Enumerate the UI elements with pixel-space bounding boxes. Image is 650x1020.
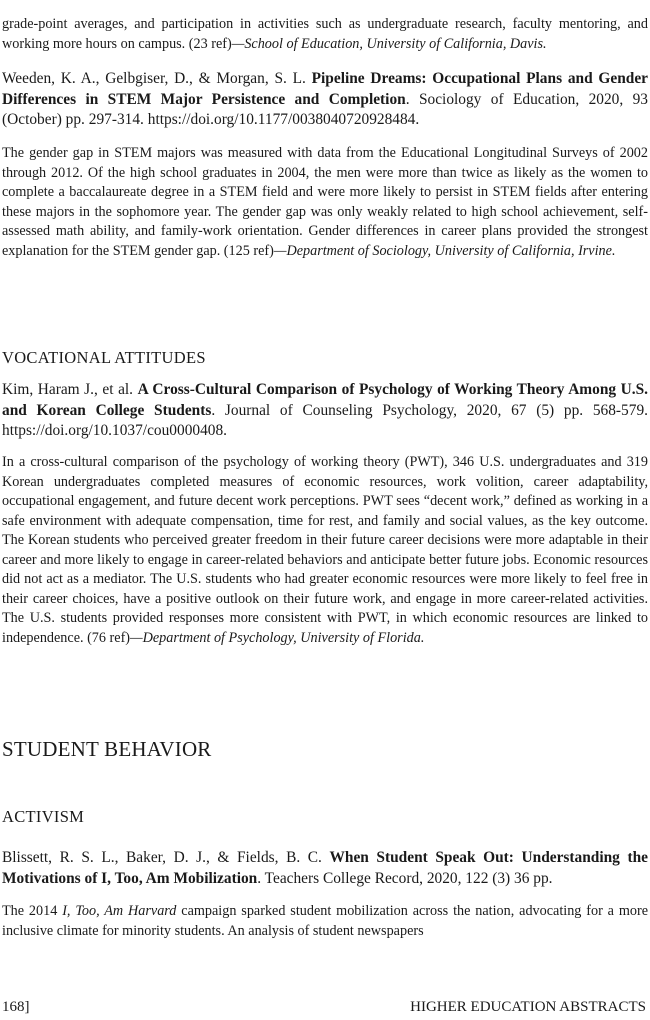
abstract-text: grade-point averages, and participation in activities such as undergraduate research, faculty mentoring, and working more hours on campus. (23 ref) [2, 16, 648, 52]
citation-authors: Kim, Haram J., et al. [2, 381, 134, 398]
citation-authors: Blissett, R. S. L., Baker, D. J., & Fields, B. C. [2, 849, 322, 866]
citation-title: A Cross-Cultural Comparison of Psychology of Working Theory Among U.S. and Korean College Students [2, 381, 648, 419]
citation-title: Pipeline Dreams: Occupational Plans and Gender Differences in STEM Major Persistence and Completion [2, 70, 648, 108]
page-number: 168] [2, 999, 30, 1015]
abstract-blissett [2, 902, 648, 941]
citation-title: When Student Speak Out: Understanding the Motivations of I, Too, Am Mobilization [2, 849, 648, 887]
abstract-text: In a cross-cultural comparison of the psychology of working theory (PWT), 346 U.S. undergraduates and 319 Korean undergraduates completed measures of economic resources, work volition, career adaptability, occupational engagement, and future decent work perceptions. PWT sees “decent work,” defined as working in a safe environment with adequate compensation, time for rest, and family and social values, as the key outcome. The Korean students who perceived greater freedom in their future career decisions were more adaptable in their career and more likely to engage in career-related behaviors and anticipate better future jobs. Economic resources did not act as a mediator. The U.S. students who had greater economic resources were more likely to feel free in their career choices, have a positive outlook on their future work, and engage in more career-related activities. The U.S. students provided responses more consistent with PWT, in which economic resources are linked to independence. (76 ref) [2, 454, 648, 646]
running-footer-journal: HIGHER EDUCATION ABSTRACTS [410, 999, 646, 1015]
abstract-text: The gender gap in STEM majors was measured with data from the Educational Longitudinal Surveys of 2002 through 2012. Of the high school graduates in 2004, the men were more than twice as likely as the women to complete a baccalaureate degree in a STEM field and were more likely to persist in STEM fields after entering these majors in the sophomore year. The gender gap was only weakly related to high school achievement, self-assessed math ability, and family-work orientation. Gender differences in career plans provided the strongest explanation for the STEM gender gap. (125 ref) [2, 145, 648, 259]
campaign-name: I, Too, Am Harvard [62, 903, 177, 919]
citation-blissett [2, 848, 648, 889]
citation-weeden [2, 69, 648, 131]
citation-authors: Weeden, K. A., Gelbgiser, D., & Morgan, S. L. [2, 70, 306, 87]
section-heading-student-behavior: STUDENT BEHAVIOR [2, 737, 212, 761]
citation-source: . Journal of Counseling Psychology, 2020, 67 (5) pp. 568-579. https://doi.org/10.1037/cou0000408. [2, 401, 648, 439]
abstract-text: campaign sparked student mobilization across the nation, advocating for a more inclusive climate for minority students. An analysis of student newspapers [2, 903, 649, 939]
citation-source: . Sociology of Education, 2020, 93 (October) pp. 297-314. https://doi.org/10.1177/0038040720928484. [2, 90, 649, 128]
abstract-department: —Department of Psychology, University of Florida. [130, 629, 425, 646]
abstract-kim [2, 453, 648, 648]
abstract-weeden [2, 144, 648, 261]
citation-source: . Teachers College Record, 2020, 122 (3) 36 pp. [257, 869, 553, 887]
section-heading-vocational-attitudes: VOCATIONAL ATTITUDES [2, 348, 206, 367]
abstract-department: —Department of Sociology, University of California, Irvine. [273, 242, 616, 259]
abstract-department: —School of Education, University of California, Davis. [231, 35, 547, 52]
citation-kim [2, 380, 648, 442]
abstract-text: The 2014 [2, 903, 63, 919]
section-heading-activism: ACTIVISM [2, 807, 85, 826]
abstract-continued [2, 15, 648, 54]
